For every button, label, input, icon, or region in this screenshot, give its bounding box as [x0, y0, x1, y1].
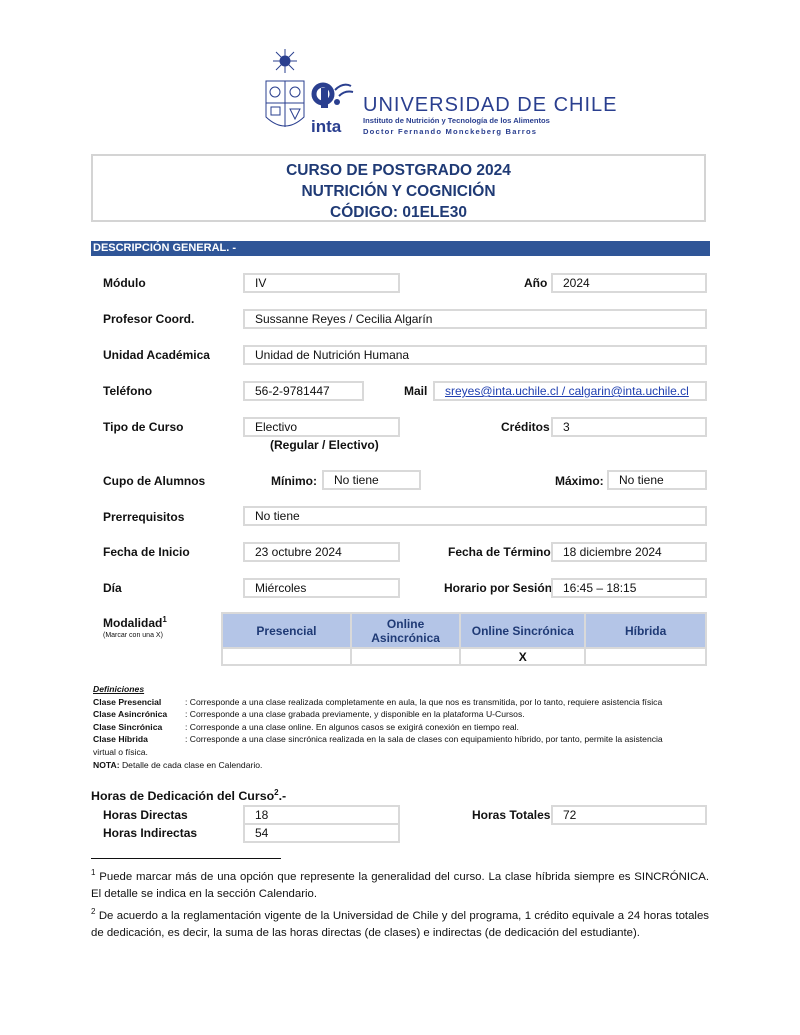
modalidad-cell-sincronica[interactable]: X [460, 648, 585, 665]
definition-text: : Corresponde a una clase realizada completamente en aula, la que nos es transmitida, por lo tanto, requiere asistencia física [185, 696, 663, 707]
modalidad-header-presencial: Presencial [222, 613, 351, 648]
definition-continuation: virtual o física. [93, 746, 148, 757]
definition-term: Clase Asincrónica [93, 709, 168, 720]
creditos-label: Créditos [501, 420, 550, 434]
horario-field: 16:45 – 18:15 [551, 578, 707, 598]
modalidad-sup: 1 [162, 615, 167, 624]
profesor-field: Sussanne Reyes / Cecilia Algarín [243, 309, 707, 329]
anio-field: 2024 [551, 273, 707, 293]
modalidad-cell-asincronica[interactable] [351, 648, 460, 665]
anio-label: Año [524, 276, 548, 290]
definition-term: Clase Presencial [93, 696, 162, 707]
institute-person: Doctor Fernando Monckeberg Barros [363, 127, 538, 136]
definition-item [93, 721, 711, 734]
horario-label: Horario por Sesión [444, 581, 553, 595]
modalidad-hint: (Marcar con una X) [103, 632, 163, 639]
footnote-2 [91, 903, 709, 942]
course-title-line2: NUTRICIÓN Y COGNICIÓN [301, 183, 496, 200]
horas-indirectas-field: 54 [243, 823, 400, 843]
section-title-bar: DESCRIPCIÓN GENERAL. - [91, 241, 710, 256]
creditos-field: 3 [551, 417, 707, 437]
footnote-1-text: Puede marcar más de una opción que represente la generalidad del curso. La clase híbrida siempre es SINCRÓNICA. El detalle se indica en la sección Calendario. [91, 870, 709, 900]
footnotes [91, 864, 709, 942]
footnote-2-text: De acuerdo a la reglamentación vigente de la Universidad de Chile y del programa, 1 crédito equivale a 24 horas totales de dedicación, es decir, la suma de las horas directas (de clases) e indirectas (de dedicación del estudiante). [91, 909, 709, 939]
unidad-label: Unidad Académica [103, 348, 210, 362]
mail-link[interactable]: sreyes@inta.uchile.cl / calgarin@inta.uchile.cl [445, 384, 689, 398]
definitions-title: Definiciones [93, 684, 145, 694]
tipo-label: Tipo de Curso [103, 420, 184, 434]
cupo-label: Cupo de Alumnos [103, 474, 206, 488]
modalidad-label-text: Modalidad [103, 616, 163, 630]
horas-title-suffix: .- [278, 789, 287, 804]
mail-label: Mail [404, 384, 428, 398]
minimo-label: Mínimo: [271, 474, 317, 488]
prerreq-field: No tiene [243, 506, 707, 526]
footnote-1 [91, 864, 709, 903]
definition-item [93, 708, 711, 721]
inicio-label: Fecha de Inicio [103, 545, 190, 559]
modalidad-cell-hibrida[interactable] [585, 648, 706, 665]
dia-field: Miércoles [243, 578, 400, 598]
inta-logo [309, 80, 357, 136]
mail-field [433, 381, 707, 401]
termino-label: Fecha de Término [448, 545, 551, 559]
telefono-label: Teléfono [103, 384, 153, 398]
horas-indirectas-label: Horas Indirectas [103, 826, 198, 840]
course-title-line3: CÓDIGO: 01ELE30 [330, 204, 467, 221]
definition-text: : Corresponde a una clase sincrónica realizada en la sala de clases con equipamiento híbrido, por tanto, permite la asistencia [185, 734, 663, 745]
definition-term: Clase Sincrónica [93, 721, 163, 732]
profesor-label: Profesor Coord. [103, 312, 195, 326]
horas-title-sup: 2 [274, 788, 279, 797]
dia-label: Día [103, 581, 122, 595]
inicio-field: 23 octubre 2024 [243, 542, 400, 562]
maximo-label: Máximo: [555, 474, 604, 488]
horas-directas-field: 18 [243, 805, 400, 825]
note-text: Detalle de cada clase en Calendario. [119, 759, 263, 770]
maximo-field: No tiene [607, 470, 707, 490]
footnote-2-number: 2 [91, 906, 96, 916]
footnote-divider [91, 858, 281, 859]
minimo-field: No tiene [322, 470, 421, 490]
definition-text: : Corresponde a una clase grabada previamente, y disponible en la plataforma U-Cursos. [185, 709, 525, 720]
tipo-field: Electivo [243, 417, 400, 437]
university-name: UNIVERSIDAD DE CHILE [363, 94, 618, 116]
horas-totales-field: 72 [551, 805, 707, 825]
telefono-field: 56-2-9781447 [243, 381, 364, 401]
modulo-field: IV [243, 273, 400, 293]
horas-totales-label: Horas Totales [472, 808, 551, 822]
definition-text: : Corresponde a una clase online. En algunos casos se exigirá conexión en tiempo real. [185, 721, 519, 732]
horas-title [91, 788, 286, 803]
modalidad-header-sincronica: Online Sincrónica [460, 613, 585, 648]
modulo-label: Módulo [103, 276, 146, 290]
definition-item [93, 696, 711, 709]
horas-title-text: Horas de Dedicación del Curso [91, 789, 275, 804]
unidad-field: Unidad de Nutrición Humana [243, 345, 707, 365]
institute-name: Instituto de Nutrición y Tecnología de los Alimentos [363, 116, 550, 125]
modalidad-cell-presencial[interactable] [222, 648, 351, 665]
footnote-1-number: 1 [91, 868, 96, 877]
course-title-line1: CURSO DE POSTGRADO 2024 [286, 162, 511, 179]
definitions-block [93, 683, 711, 771]
note-label: NOTA: [93, 759, 120, 770]
university-crest-logo [262, 47, 308, 139]
definition-term: Clase Híbrida [93, 734, 148, 745]
prerreq-label: Prerrequisitos [103, 510, 185, 524]
modalidad-header-asincronica: Online Asincrónica [351, 613, 460, 648]
definition-item [93, 733, 711, 746]
horas-directas-label: Horas Directas [103, 808, 188, 822]
modalidad-table [221, 612, 707, 666]
tipo-note: (Regular / Electivo) [270, 438, 379, 452]
course-title-box [91, 154, 706, 222]
termino-field: 18 diciembre 2024 [551, 542, 707, 562]
modalidad-label [103, 615, 167, 630]
definition-note [93, 759, 711, 772]
inta-logo-text: inta [311, 117, 342, 136]
modalidad-header-hibrida: Híbrida [585, 613, 706, 648]
